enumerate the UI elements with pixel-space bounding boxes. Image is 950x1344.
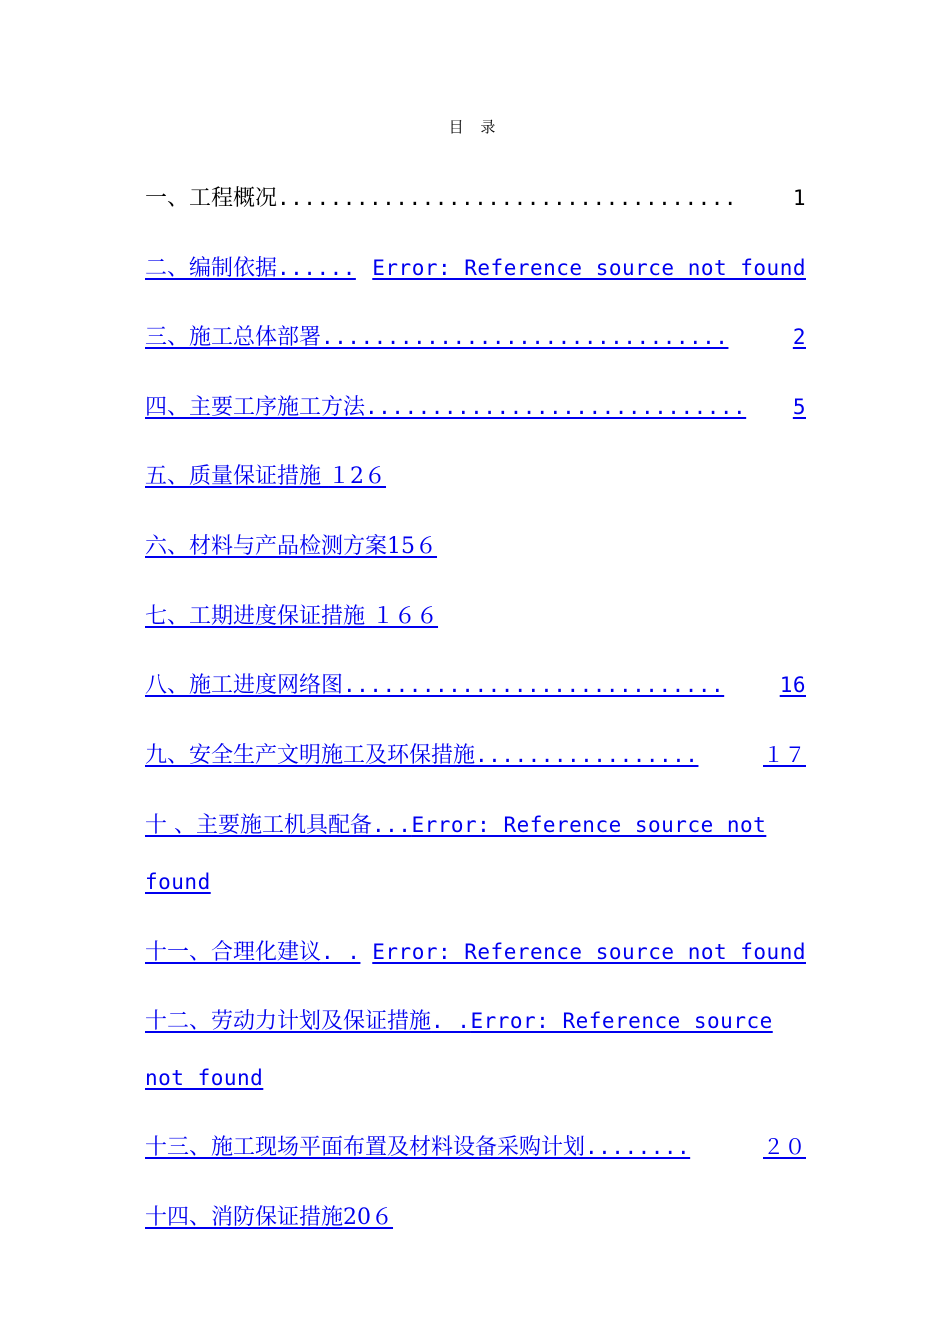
toc-entry[interactable] <box>145 170 806 227</box>
toc-link[interactable] <box>145 240 806 297</box>
toc-leader: . . <box>321 940 361 964</box>
toc-page: 2 <box>792 325 806 349</box>
toc-entry[interactable] <box>145 518 806 575</box>
toc-page: Error: Reference source not found <box>372 940 806 964</box>
toc-link[interactable] <box>145 534 437 559</box>
toc-page: ２０ <box>763 1135 806 1159</box>
toc-entry[interactable] <box>145 993 806 1107</box>
toc-leader: ............................... <box>321 325 729 349</box>
toc-leader: . . <box>431 1009 471 1033</box>
toc-leader: ............................. <box>365 395 747 419</box>
toc-heading: 二、编制依据 <box>145 256 278 281</box>
toc-link[interactable] <box>145 604 438 629</box>
toc-heading: 六、材料与产品检测方案 <box>145 534 388 559</box>
toc-entry[interactable] <box>145 379 806 436</box>
toc-leader: ........ <box>585 1135 691 1159</box>
toc-link[interactable] <box>145 379 806 436</box>
toc-entry[interactable] <box>145 797 806 911</box>
toc-page: 20６ <box>343 1205 394 1230</box>
toc-link[interactable] <box>145 924 806 981</box>
toc-page: Error: Reference source not found <box>145 1009 773 1090</box>
toc-page: １６６ <box>372 604 439 629</box>
toc-leader: ...... <box>277 256 356 280</box>
toc-title: 目 录 <box>448 118 502 136</box>
toc-link[interactable] <box>145 1205 393 1230</box>
toc-leader: ............................. <box>343 673 725 697</box>
toc-page: 15６ <box>387 534 438 559</box>
toc-leader: ................................... <box>277 186 738 210</box>
toc-entry[interactable] <box>145 727 806 784</box>
toc-page: Error: Reference source not found <box>145 813 767 894</box>
toc-link[interactable] <box>145 727 806 784</box>
toc-heading: 十一、合理化建议 <box>145 940 322 965</box>
toc-heading: 五、质量保证措施 <box>145 464 322 489</box>
toc-link[interactable] <box>145 1119 806 1176</box>
toc-entry[interactable] <box>145 448 806 505</box>
toc-heading: 十二、劳动力计划及保证措施 <box>145 1009 432 1034</box>
toc-heading: 八、施工进度网络图 <box>145 673 344 698</box>
toc-entry[interactable] <box>145 309 806 366</box>
toc-link[interactable] <box>145 657 806 714</box>
toc-link[interactable] <box>145 464 386 489</box>
toc-heading: 四、主要工序施工方法 <box>145 395 366 420</box>
toc-link[interactable] <box>145 309 806 366</box>
toc-link[interactable] <box>145 1009 773 1091</box>
toc-entry[interactable] <box>145 1119 806 1176</box>
toc-page: 1 <box>792 186 806 210</box>
toc-heading: 三、施工总体部署 <box>145 325 322 350</box>
toc-heading: 十四、消防保证措施 <box>145 1205 344 1230</box>
toc-page: 16 <box>779 673 806 697</box>
toc-entry[interactable] <box>145 1189 806 1246</box>
toc-link[interactable] <box>145 813 766 895</box>
toc-entry[interactable] <box>145 657 806 714</box>
toc-heading: 七、工期进度保证措施 <box>145 604 366 629</box>
toc-heading: 九、安全生产文明施工及环保措施 <box>145 743 476 768</box>
toc-link[interactable] <box>145 170 806 227</box>
toc-entry[interactable] <box>145 588 806 645</box>
toc-heading: 十 、主要施工机具配备 <box>145 813 372 838</box>
toc-page: 5 <box>792 395 806 419</box>
toc-entry[interactable] <box>145 924 806 981</box>
toc-page: １2６ <box>328 464 387 489</box>
toc-entry[interactable] <box>145 240 806 297</box>
toc-leader: ................. <box>475 743 699 767</box>
toc-leader: ... <box>372 813 412 837</box>
toc-heading: 十三、施工现场平面布置及材料设备采购计划 <box>145 1135 586 1160</box>
toc-page: １７ <box>763 743 806 767</box>
toc-page: Error: Reference source not found <box>372 256 806 280</box>
toc-heading: 一、工程概况 <box>145 186 278 211</box>
